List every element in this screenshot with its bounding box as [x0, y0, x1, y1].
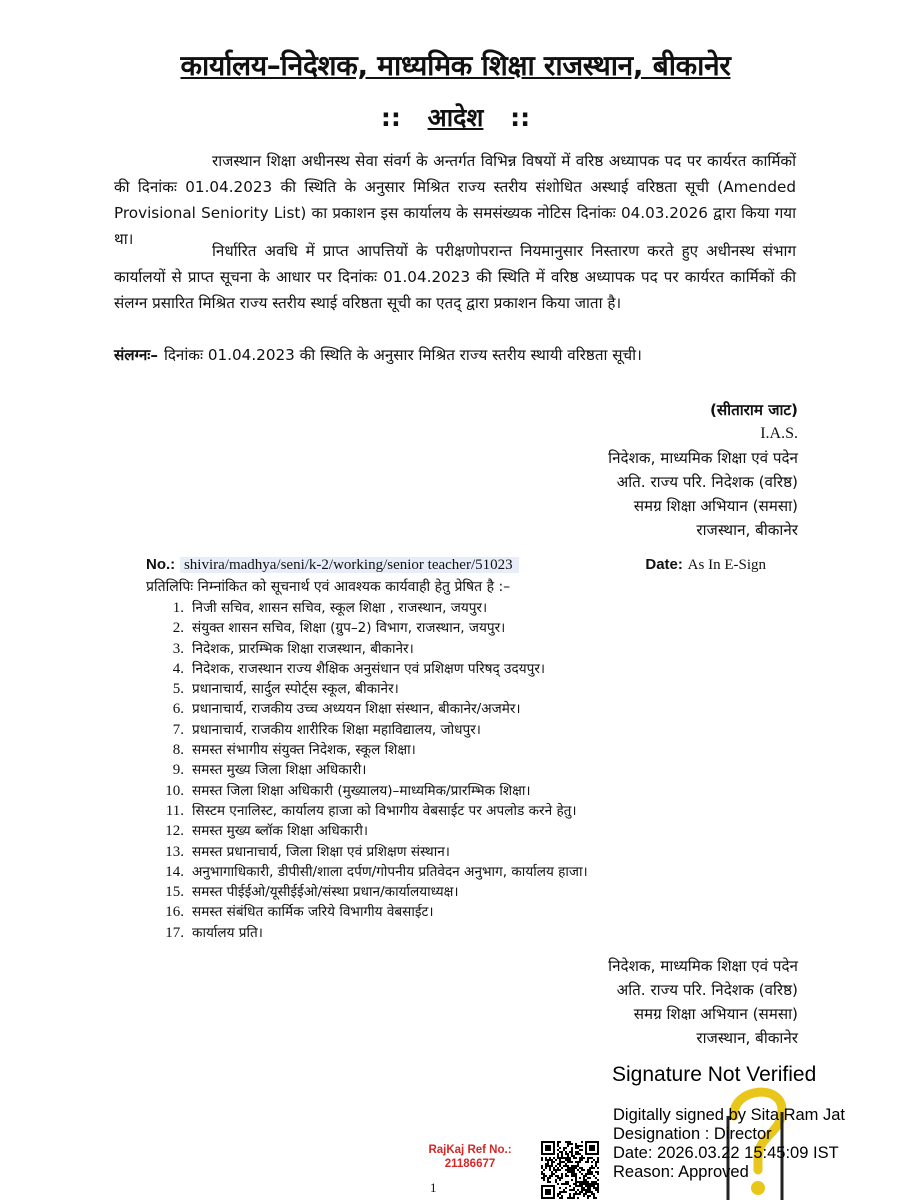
order-prefix: :: — [380, 103, 401, 132]
ref-date-value: As In E-Sign — [687, 557, 766, 573]
copy-to-item — [146, 801, 588, 821]
copy-to-item-text: समस्त प्रधानाचार्य, जिला शिक्षा एवं प्रशिक्षण संस्थान। — [192, 843, 450, 860]
copy-to-item-number: 1. — [172, 600, 184, 616]
copy-to-item-text: कार्यालय प्रति। — [192, 924, 263, 941]
copy-to-item — [146, 902, 588, 922]
copy-to-item-number: 10. — [165, 782, 184, 799]
copy-to-item — [146, 639, 588, 659]
copy-to-item — [146, 659, 588, 679]
order-word: आदेश — [427, 103, 484, 132]
copy-to-item — [146, 598, 588, 618]
enclosure-text: दिनांकः 01.04.2023 की स्थिति के अनुसार मिश्रित राज्य स्तरीय स्थायी वरिष्ठता सूची। — [163, 346, 642, 364]
copy-to-item-number: 4. — [172, 660, 184, 677]
signatory-block — [608, 398, 798, 542]
copy-to-item-number: 15. — [165, 884, 184, 901]
copy-to-item — [146, 821, 588, 841]
copy-to-item-number: 7. — [172, 721, 184, 738]
page-number: 1 — [430, 1180, 437, 1195]
paragraph-1: राजस्थान शिक्षा अधीनस्थ सेवा संवर्ग के अन्तर्गत विभिन्न विषयों में वरिष्ठ अध्यापक पद पर कार्यरत कार्मिकों की दिनांकः 01.04.2023 की स्थिति के अनुसार मिश्रित राज्य स्तरीय संशोधित अस्थाई वरिष्ठता सूची (Amended Provisional Seniority List) का प्रकाशन इस कार्यालय के समसंख्यक नोटिस दिनांकः 04.03.2026 द्वारा किया गया था। — [114, 152, 796, 248]
copy-to-item-number: 12. — [165, 823, 184, 840]
signatory-block-2 — [608, 954, 798, 1050]
enclosure-label: संलग्नः– — [114, 346, 158, 364]
copy-to-item — [146, 862, 588, 882]
office-title: कार्यालय–निदेशक, माध्यमिक शिक्षा राजस्थान, बीकानेर — [180, 49, 731, 82]
copy-to-item-text: निदेशक, राजस्थान राज्य शैक्षिक अनुसंधान एवं प्रशिक्षण परिषद् उदयपुर। — [192, 660, 546, 677]
copy-to-item — [146, 842, 588, 862]
copy-to-item-text: प्रधानाचार्य, राजकीय शारीरिक शिक्षा महाविद्यालय, जोधपुर। — [192, 721, 481, 738]
esign-date: Date: 2026.03.22 15:45:09 IST — [613, 1144, 839, 1162]
copy-to-item-number: 17. — [165, 924, 184, 941]
rajkaj-label: RajKaj Ref No.: — [428, 1144, 512, 1156]
copy-to-item-number: 11. — [165, 802, 184, 819]
signatory-line-4: राजस्थान, बीकानेर — [696, 521, 798, 539]
copy-to-item-text: प्रधानाचार्य, राजकीय उच्च अध्ययन शिक्षा संस्थान, बीकानेर/अजमेर। — [192, 701, 521, 718]
copy-to-item — [146, 882, 588, 902]
copy-to-item-text: समस्त पीईईओ/यूसीईईओ/संस्था प्रधान/कार्यालयाध्यक्ष। — [192, 884, 459, 901]
esign-details — [613, 1106, 845, 1182]
esign-status: Signature Not Verified — [612, 1063, 817, 1086]
copy-to-item-number: 14. — [165, 863, 184, 880]
copy-to-item-text: संयुक्त शासन सचिव, शिक्षा (ग्रुप–2) विभाग, राजस्थान, जयपुर। — [192, 620, 506, 637]
copy-to-item-text: सिस्टम एनालिस्ट, कार्यालय हाजा को विभागीय वेबसाईट पर अपलोड करने हेतु। — [192, 802, 577, 819]
signatory2-line-1: निदेशक, माध्यमिक शिक्षा एवं पदेन — [608, 957, 798, 975]
copy-to-item-number: 5. — [172, 681, 184, 698]
copy-to-item — [146, 720, 588, 740]
copy-to-item-number: 9. — [172, 762, 184, 779]
copy-to-item-text: निजी सचिव, शासन सचिव, स्कूल शिक्षा , राजस्थान, जयपुर। — [192, 600, 488, 616]
copy-to-item — [146, 760, 588, 780]
esign-reason: Reason: Approved — [613, 1163, 749, 1181]
signatory-line-1: निदेशक, माध्यमिक शिक्षा एवं पदेन — [608, 449, 798, 467]
copy-to-item-number: 8. — [172, 742, 184, 759]
copy-to-item — [146, 740, 588, 760]
copy-to-item-text: प्रधानाचार्य, सार्दुल स्पोर्ट्स स्कूल, बीकानेर। — [192, 681, 399, 698]
copy-to-item — [146, 618, 588, 638]
ref-date — [645, 555, 766, 574]
copy-to-item — [146, 781, 588, 801]
copy-to-item-text: समस्त संबंधित कार्मिक जरिये विभागीय वेबसाईट। — [192, 904, 434, 921]
copy-to-item — [146, 679, 588, 699]
copy-to-intro: प्रतिलिपिः निम्नांकित को सूचनार्थ एवं आवश्यक कार्यवाही हेतु प्रेषित है :– — [146, 579, 511, 595]
ref-date-label: Date: — [645, 556, 683, 573]
copy-to-item-number: 3. — [172, 640, 184, 657]
copy-to-item — [146, 699, 588, 719]
qr-code-icon — [541, 1141, 599, 1199]
signatory-name: (सीताराम जाट) — [709, 401, 798, 419]
copy-to-item-text: समस्त जिला शिक्षा अधिकारी (मुख्यालय)–माध्यमिक/प्रारम्भिक शिक्षा। — [192, 782, 531, 799]
copy-to-item-text: निदेशक, प्रारम्भिक शिक्षा राजस्थान, बीकानेर। — [192, 640, 414, 657]
signatory-line-2: अति. राज्य परि. निदेशक (वरिष्ठ) — [616, 473, 798, 491]
copy-to-item-text: समस्त संभागीय संयुक्त निदेशक, स्कूल शिक्षा। — [192, 742, 416, 759]
ref-no-label: No.: — [146, 556, 176, 573]
copy-to-item-text: समस्त मुख्य जिला शिक्षा अधिकारी। — [192, 762, 367, 779]
signatory-service: I.A.S. — [760, 425, 798, 442]
order-suffix: :: — [510, 103, 531, 132]
enclosure-line — [114, 345, 642, 365]
reference-line — [146, 555, 766, 577]
order-heading — [0, 100, 911, 134]
signatory2-line-4: राजस्थान, बीकानेर — [696, 1029, 798, 1047]
paragraph-2: निर्धारित अवधि में प्राप्त आपत्तियों के परीक्षणोपरान्त नियमानुसार निस्तारण करते हुए अधीनस्थ संभाग कार्यालयों से प्राप्त सूचना के आधार पर दिनांकः 01.04.2023 की स्थिति में वरिष्ठ अध्यापक पद पर कार्यरत कार्मिकों की संलग्न प्रसारित मिश्रित राज्य स्तरीय स्थाई वरिष्ठता सूची का एतद् द्वारा प्रकाशन किया जाता है। — [114, 242, 796, 312]
copy-to-item-number: 13. — [165, 843, 184, 860]
rajkaj-number: 21186677 — [444, 1158, 496, 1170]
signatory2-line-2: अति. राज्य परि. निदेशक (वरिष्ठ) — [616, 981, 798, 999]
rajkaj-ref — [410, 1143, 530, 1171]
copy-to-list — [146, 598, 588, 943]
esign-signed-by: Digitally signed by Sita Ram Jat — [613, 1106, 846, 1124]
copy-to-item-number: 16. — [165, 904, 184, 921]
copy-to-item-text: समस्त मुख्य ब्लॉक शिक्षा अधिकारी। — [192, 823, 368, 840]
ref-no-value: shivira/madhya/seni/k-2/working/senior teacher/51023 — [180, 557, 519, 573]
copy-to-item-number: 2. — [172, 620, 184, 637]
copy-to-item-number: 6. — [172, 701, 184, 718]
esign-designation: Designation : Director — [613, 1125, 772, 1143]
copy-to-item-text: अनुभागाधिकारी, डीपीसी/शाला दर्पण/गोपनीय प्रतिवेदन अनुभाग, कार्यालय हाजा। — [192, 863, 588, 880]
copy-to-item — [146, 923, 588, 943]
signatory-line-3: समग्र शिक्षा अभियान (समसा) — [633, 497, 798, 515]
signatory2-line-3: समग्र शिक्षा अभियान (समसा) — [633, 1005, 798, 1023]
